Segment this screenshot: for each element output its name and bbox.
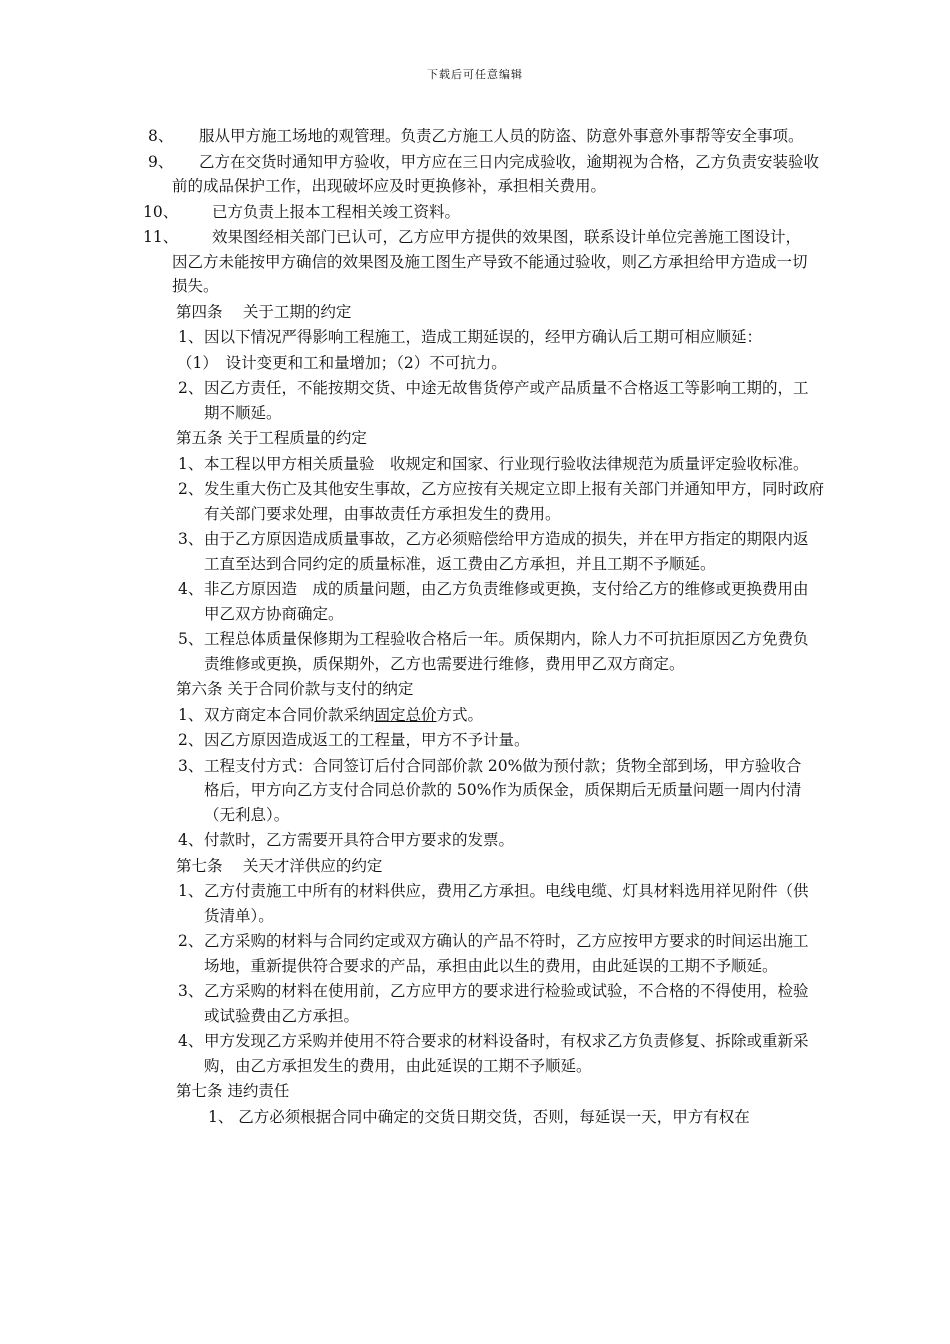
list-item-text xyxy=(204,929,810,978)
list-item xyxy=(0,879,950,928)
text-run: 方式。 xyxy=(436,705,484,724)
list-item-text xyxy=(172,200,832,225)
list-item-text xyxy=(204,325,824,350)
list-item xyxy=(0,703,950,728)
list-item-number: 4、 xyxy=(178,580,204,598)
list-item-number: 1、 xyxy=(178,882,204,900)
list-item-text xyxy=(172,124,832,149)
list-item-text xyxy=(204,754,810,828)
paragraph-line: 1、 乙方必须根据合同中确定的交货日期交货，否则，每延误一天，甲方有权在 xyxy=(208,1107,750,1126)
list-item xyxy=(0,150,950,199)
text-run: 乙方采购的材料在使用前，乙方应甲方的要求进行检验或试验，不合格的不得使用，检验或试验费由乙方承担。 xyxy=(204,982,809,1025)
section-heading: 第七条 关天才洋供应的约定 xyxy=(176,856,383,875)
list-item xyxy=(0,979,950,1028)
list-item-number: 1、 xyxy=(178,705,204,724)
list-item-text xyxy=(172,225,812,299)
list-item-number: 2、 xyxy=(178,731,204,749)
list-item-text xyxy=(204,527,810,576)
text-run: 乙方付责施工中所有的材料供应，费用乙方承担。电线电缆、灯具材料选用祥见附件（供货清单）。 xyxy=(204,882,809,925)
text-run: 因以下情况严得影响工程施工，造成工期延误的，经甲方确认后工期可相应顺延： xyxy=(204,328,763,346)
text-run: 非乙方原因造 成的质量问题，由乙方负责维修或更换，支付给乙方的维修或更换费用由甲乙双方协商确定。 xyxy=(204,580,809,623)
list-item-text xyxy=(204,703,810,728)
text-run: 已方负责上报本工程相关竣工资料。 xyxy=(212,202,461,221)
list-item-text xyxy=(204,452,810,477)
list-item-number: 1、 xyxy=(178,328,204,346)
list-item-text xyxy=(204,577,810,626)
text-run: 工程总体质量保修期为工程验收合格后一年。质保期内，除人力不可抗拒原因乙方免费负责维修或更换，质保期外，乙方也需要进行维修，费用甲乙双方商定。 xyxy=(204,630,809,673)
text-run: 本工程以甲方相关质量验 收规定和国家、行业现行验收法律规范为质量评定验收标准。 xyxy=(204,454,809,473)
list-item-number: 4、 xyxy=(178,1032,204,1050)
section-heading: 第四条 关于工期的约定 xyxy=(176,302,352,321)
list-item-number: 3、 xyxy=(178,530,204,548)
list-item-text xyxy=(204,728,810,753)
section-heading: 第五条 关于工程质量的约定 xyxy=(176,429,367,447)
list-item xyxy=(0,325,950,350)
list-item-text xyxy=(204,1029,810,1078)
list-item xyxy=(0,477,950,526)
list-item-text xyxy=(204,828,810,853)
list-item-text xyxy=(204,879,810,928)
list-item-number: 2、 xyxy=(178,932,204,950)
list-item xyxy=(0,200,950,225)
text-run: 乙方采购的材料与合同约定或双方确认的产品不符时，乙方应按甲方要求的时间运出施工场地，重新提供符合要求的产品，承担由此以生的费用，由此延误的工期不予顺延。 xyxy=(204,932,809,975)
list-item xyxy=(0,929,950,978)
section-heading: 第六条 关于合同价款与支付的纳定 xyxy=(176,680,414,698)
list-item-text xyxy=(204,627,814,676)
page-header: 下载后可任意编辑 xyxy=(427,68,523,81)
list-item-number: 5、 xyxy=(178,630,204,648)
list-item xyxy=(0,627,950,676)
list-item xyxy=(0,376,950,425)
list-item-number: 11、 xyxy=(143,228,179,246)
text-run: 乙方在交货时通知甲方验收，甲方应在三日内完成验收，逾期视为合格，乙方负责安装验收前的成品保护工作，出现破坏应及时更换修补，承担相关费用。 xyxy=(172,152,820,195)
list-item xyxy=(0,577,950,626)
section-heading: 第七条 违约责任 xyxy=(176,1082,290,1100)
underlined-term: 固定总价 xyxy=(374,705,437,724)
text-run: 由于乙方原因造成质量事故，乙方必须赔偿给甲方造成的损失，并在甲方指定的期限内返工直至达到合同约定的质量标准，返工费由乙方承担，并且工期不予顺延。 xyxy=(204,530,809,573)
document-body xyxy=(0,124,950,1130)
text-run: 双方商定本合同价款采纳 xyxy=(204,705,375,724)
list-item xyxy=(0,728,950,753)
list-item xyxy=(0,754,950,828)
list-item xyxy=(0,124,950,149)
list-item-number: 8、 xyxy=(148,127,174,145)
text-run: 因乙方责任，不能按期交货、中途无故售货停产或产品质量不合格返工等影响工期的，工期不顺延。 xyxy=(204,379,809,422)
list-item-number: 2、 xyxy=(178,379,204,397)
list-item-text xyxy=(204,979,810,1028)
list-item-number: 2、 xyxy=(178,480,204,498)
list-item-number: 3、 xyxy=(178,982,204,1000)
list-item xyxy=(0,527,950,576)
list-item-number: 3、 xyxy=(178,756,204,775)
list-item-number: 9、 xyxy=(148,152,174,171)
text-run: 甲方发现乙方采购并使用不符合要求的材料设备时，有权求乙方负责修复、拆除或重新采购，由乙方承担发生的费用，由此延误的工期不予顺延。 xyxy=(204,1032,809,1075)
text-run: 工程支付方式：合同签订后付合同部价款 20%做为预付款；货物全部到场，甲方验收合格后，甲方向乙方支付合同总价款的 50%作为质保金，质保期后无质量问题一周内付清（无利息）。 xyxy=(204,756,802,824)
text-run: 效果图经相关部门已认可，乙方应甲方提供的效果图，联系设计单位完善施工图设计，因乙方未能按甲方确信的效果图及施工图生产导致不能通过验收，则乙方承担给甲方造成一切损失。 xyxy=(172,228,808,295)
list-item-number: 10、 xyxy=(143,202,179,221)
list-item-text xyxy=(172,150,832,199)
list-item xyxy=(0,828,950,853)
list-item-text xyxy=(204,477,824,526)
list-item xyxy=(0,452,950,477)
text-run: 因乙方原因造成返工的工程量，甲方不予计量。 xyxy=(204,731,530,749)
text-run: 服从甲方施工场地的观管理。负责乙方施工人员的防盗、防意外事意外事帮等安全事项。 xyxy=(199,127,804,145)
paragraph-line: （1） 设计变更和工和量增加；（2）不可抗力。 xyxy=(177,353,507,372)
list-item-number: 1、 xyxy=(178,454,204,473)
text-run: 发生重大伤亡及其他安生事故，乙方应按有关规定立即上报有关部门并通知甲方，同时政府有关部门要求处理，由事故责任方承担发生的费用。 xyxy=(204,480,825,523)
text-run: 付款时，乙方需要开具符合甲方要求的发票。 xyxy=(204,831,515,849)
list-item xyxy=(0,225,950,299)
list-item-text xyxy=(204,376,814,425)
list-item-number: 4、 xyxy=(178,831,204,849)
list-item xyxy=(0,1029,950,1078)
